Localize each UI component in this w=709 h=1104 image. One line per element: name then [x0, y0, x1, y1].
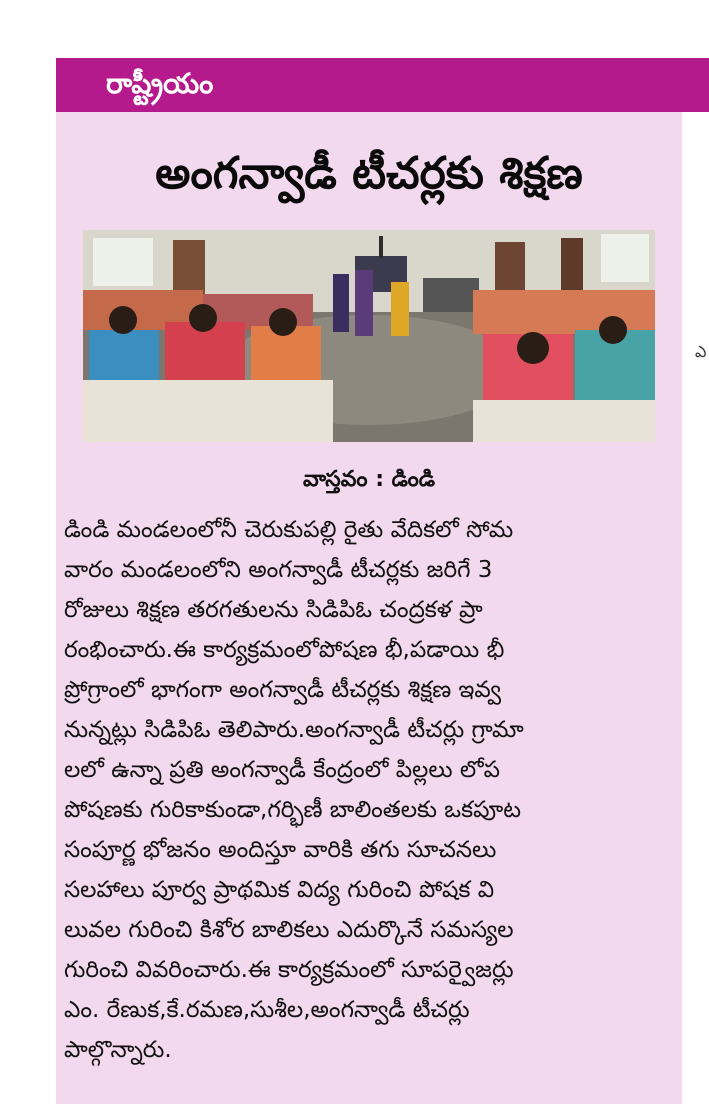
article-photo — [83, 230, 655, 442]
adjacent-column-fragment: ఎ — [695, 342, 707, 361]
body-line: పోషణకు గురికాకుండా,గర్భిణీ బాలింతలకు ఒకపూట — [64, 797, 521, 823]
body-line: రోజులు శిక్షణ తరగతులను సిడిపిఓ చంద్రకళ ప్రా — [64, 597, 483, 623]
training-session-photo — [83, 230, 655, 442]
body-line: లలో ఉన్నా ప్రతి అంగన్వాడీ కేంద్రంలో పిల్లలు లోప — [64, 757, 500, 783]
body-line: రంభించారు.ఈ కార్యక్రమంలోపోషణ భీ,పడాయి భీ — [64, 637, 505, 663]
article-dateline: వాస్తవం : డిండి — [302, 467, 436, 492]
body-line: పాల్గొన్నారు. — [64, 1037, 172, 1063]
body-line: డిండి మండలంలోనీ చెరుకుపల్లి రైతు వేదికలో సోమ — [64, 517, 514, 543]
body-line: వారం మండలంలోని అంగన్వాడీ టీచర్లకు జరిగే 3 — [64, 557, 493, 583]
body-line: ప్రోగ్రాంలో భాగంగా అంగన్వాడీ టీచర్లకు శిక్షణ ఇవ్వ — [64, 677, 502, 703]
body-line: సంపూర్ణ భోజనం అందిస్తూ వారికి తగు సూచనలు — [64, 837, 497, 863]
article-panel — [56, 112, 682, 1104]
section-label: రాష్ట్రీయం — [106, 67, 214, 100]
body-line: లువల గురించి కిశోర బాలికలు ఎదుర్కొనే సమస్యల — [64, 917, 514, 943]
section-header-bar — [56, 58, 709, 112]
body-line: గురించి వివరించారు.ఈ కార్యక్రమంలో సూపర్వైజర్లు — [64, 957, 514, 983]
body-line: నున్నట్లు సిడిపిఓ తెలిపారు.అంగన్వాడీ టీచర్లు గ్రామా — [64, 717, 524, 743]
article-body — [64, 510, 670, 1070]
body-line: సలహాలు పూర్వ ప్రాథమిక విద్య గురించి పోషక వి — [64, 877, 495, 903]
body-line: ఎం. రేణుక,కే.రమణ,సుశీల,అంగన్వాడీ టీచర్లు — [64, 997, 470, 1023]
article-headline: అంగన్వాడీ టీచర్లకు శిక్షణ — [155, 148, 583, 199]
